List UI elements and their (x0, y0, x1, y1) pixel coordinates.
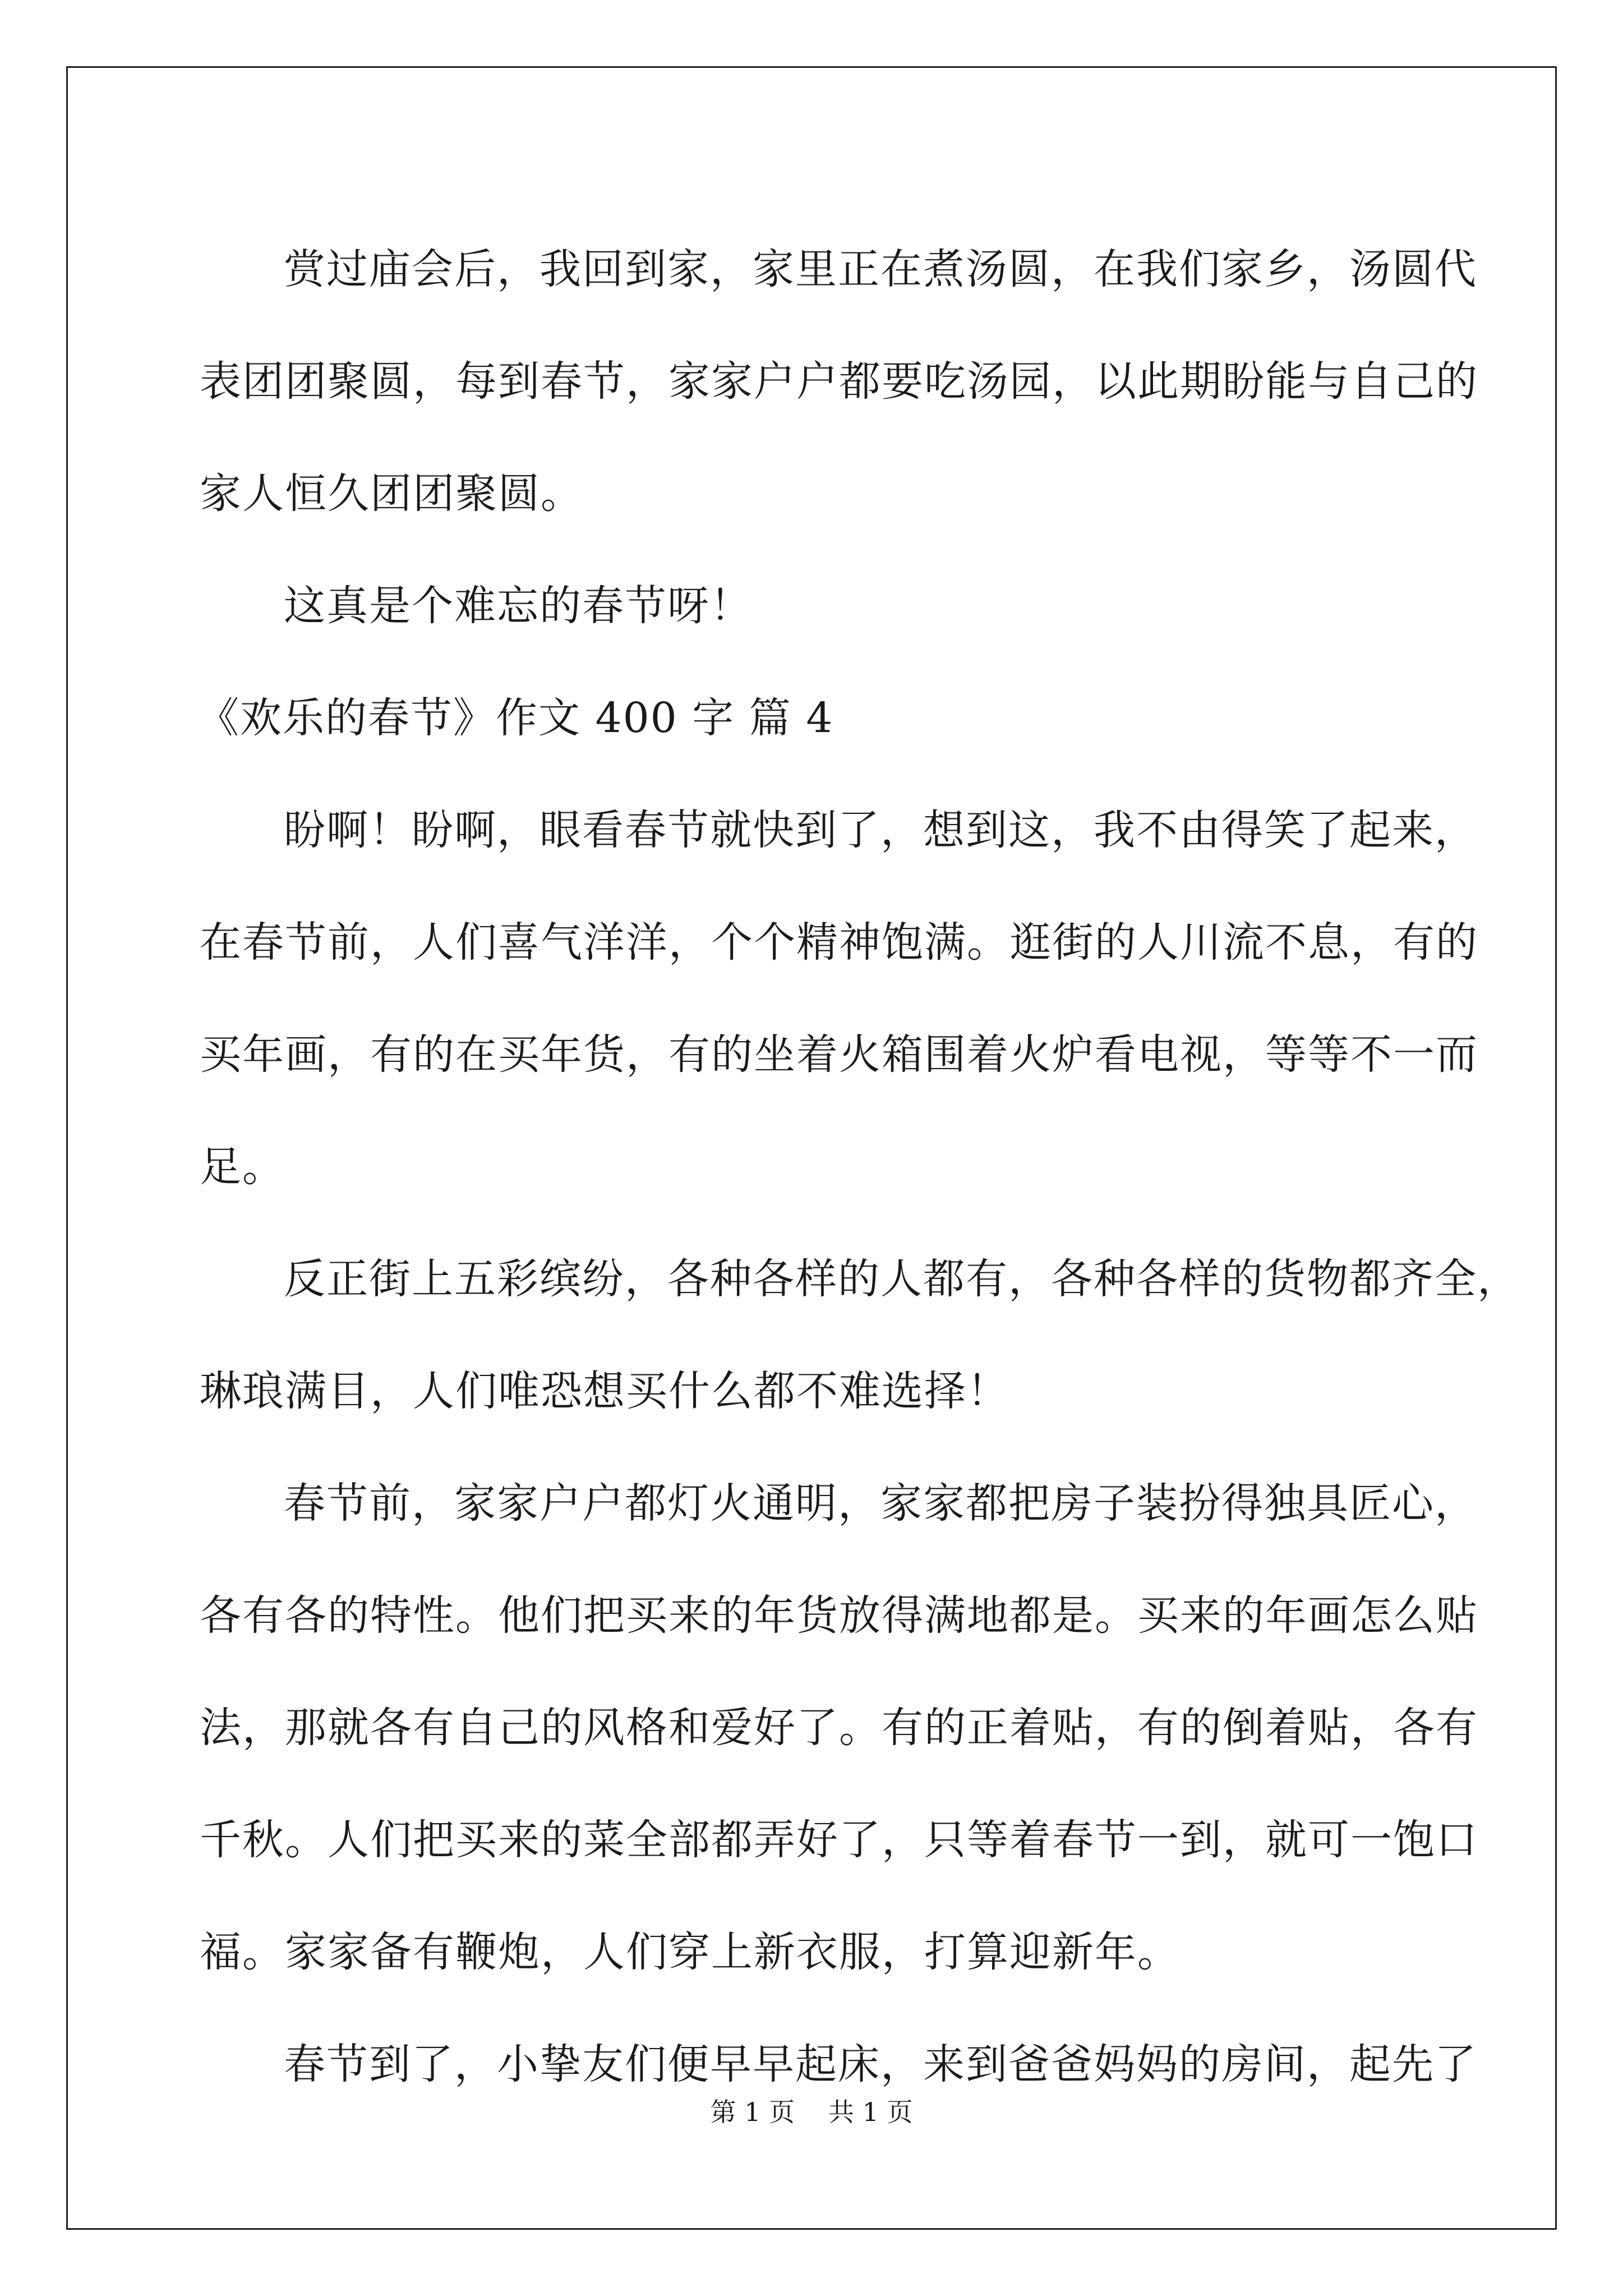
page-total: 共 1 页 (828, 2097, 913, 2127)
text-line: 这真是个难忘的春节呀！ (284, 582, 753, 630)
text-line: 赏过庙会后，我回到家，家里正在煮汤圆，在我们家乡，汤圆代 (284, 245, 1477, 293)
section-heading: 《欢乐的春节》作文 400 字 篇 4 (197, 694, 834, 742)
text-line: 琳琅满目，人们唯恐想买什么都不难选择！ (200, 1367, 1009, 1415)
text-line: 表团团聚圆，每到春节，家家户户都要吃汤园，以此期盼能与自己的 (200, 357, 1478, 406)
text-line: 法，那就各有自己的风格和爱好了。有的正着贴，有的倒着贴，各有 (200, 1704, 1478, 1752)
text-line: 各有各的特性。他们把买来的年货放得满地都是。买来的年画怎么贴 (200, 1591, 1478, 1640)
text-line: 反正街上五彩缤纷，各种各样的人都有，各种各样的货物都齐全， (284, 1255, 1520, 1303)
text-line: 千秋。人们把买来的菜全部都弄好了，只等着春节一到，就可一饱口 (200, 1816, 1478, 1864)
text-line: 在春节前，人们喜气洋洋，个个精神饱满。逛街的人川流不息，有的 (200, 918, 1478, 967)
text-line: 福。家家备有鞭炮，人们穿上新衣服，打算迎新年。 (200, 1928, 1180, 1976)
text-line: 买年画，有的在买年货，有的坐着火箱围着火炉看电视，等等不一而 (200, 1030, 1478, 1079)
text-line: 春节到了，小挚友们便早早起床，来到爸爸妈妈的房间，起先了 (284, 2040, 1477, 2088)
text-line: 春节前，家家户户都灯火通明，家家都把房子装扮得独具匠心， (284, 1479, 1477, 1527)
document-body (197, 213, 1520, 2120)
text-line: 家人恒久团团聚圆。 (200, 470, 583, 518)
page-number: 第 1 页 (710, 2097, 795, 2127)
text-line: 盼啊！盼啊，眼看春节就快到了，想到这，我不由得笑了起来， (284, 806, 1477, 854)
text-line: 足。 (200, 1143, 285, 1191)
page-footer (0, 2095, 1623, 2129)
